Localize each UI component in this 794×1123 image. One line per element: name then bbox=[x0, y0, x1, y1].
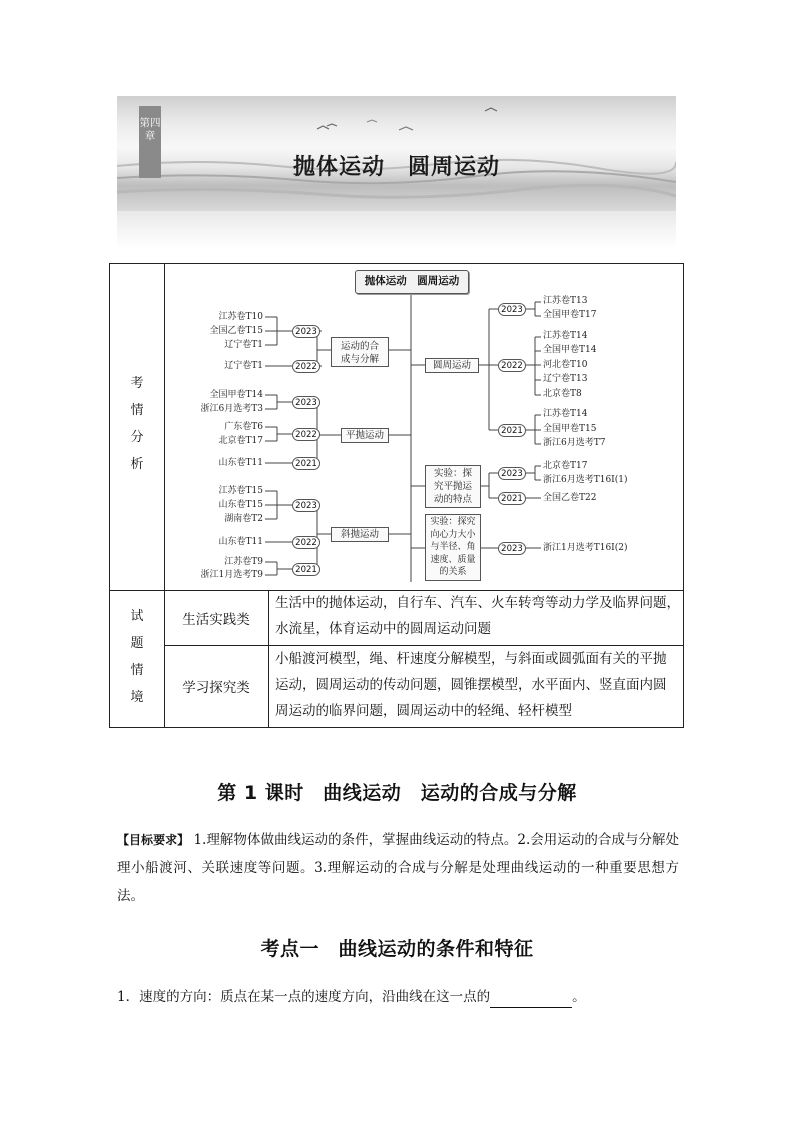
question-1 bbox=[117, 986, 586, 1008]
source-item: 辽宁卷T1 bbox=[224, 361, 263, 371]
source-item: 山东卷T11 bbox=[218, 537, 263, 547]
source-item: 浙江1月选考T16Ⅰ(2) bbox=[543, 543, 628, 553]
year-badge: 2023 bbox=[292, 396, 320, 409]
year-badge: 2021 bbox=[292, 457, 320, 470]
year-badge: 2023 bbox=[292, 499, 320, 512]
topic-oblique-projectile: 斜抛运动 bbox=[331, 527, 389, 542]
category-life-practice: 生活实践类 bbox=[182, 612, 250, 628]
topic-projectile: 平抛运动 bbox=[341, 428, 389, 443]
section-label-context: 试 题 情 境 bbox=[130, 609, 144, 705]
source-item: 浙江6月选考T16Ⅰ(1) bbox=[543, 475, 628, 485]
source-item: 辽宁卷T13 bbox=[543, 374, 588, 384]
source-item: 江苏卷T9 bbox=[224, 557, 263, 567]
year-badge: 2021 bbox=[498, 424, 526, 437]
source-item: 浙江6月选考T3 bbox=[200, 404, 263, 414]
year-badge: 2022 bbox=[292, 360, 320, 373]
category-life-practice-text: 生活中的抛体运动，自行车、汽车、火车转弯等动力学及临界问题， 水流星，体育运动中的圆周运动问题 bbox=[275, 595, 680, 637]
mindmap-root: 抛体运动 圆周运动 bbox=[355, 270, 469, 294]
source-item: 浙江6月选考T7 bbox=[543, 438, 606, 448]
question-1-end: 。 bbox=[572, 989, 586, 1005]
question-1-text: 1．速度的方向：质点在某一点的速度方向，沿曲线在这一点的 bbox=[117, 989, 491, 1005]
year-badge: 2021 bbox=[498, 492, 526, 505]
source-item: 北京卷T17 bbox=[543, 461, 588, 471]
source-item: 江苏卷T10 bbox=[218, 312, 263, 322]
source-item: 全国乙卷T22 bbox=[543, 493, 597, 503]
year-badge: 2022 bbox=[292, 428, 320, 441]
goal-tag: 【目标要求】 bbox=[117, 833, 190, 847]
source-item: 全国甲卷T17 bbox=[543, 310, 597, 320]
section-label-analysis: 考 情 分 析 bbox=[130, 376, 144, 472]
source-item: 江苏卷T15 bbox=[218, 486, 263, 496]
source-item: 浙江1月选考T9 bbox=[200, 570, 263, 580]
source-item: 山东卷T15 bbox=[218, 500, 263, 510]
category-study-explore-text: 小船渡河模型，绳、杆速度分解模型，与斜面或圆弧面有关的平抛 运动，圆周运动的传动问题，圆锥摆模型，水平面内、竖直面内圆 周运动的临界问题，圆周运动中的轻绳、轻杆模型 bbox=[275, 651, 667, 719]
year-badge: 2023 bbox=[498, 467, 526, 480]
source-item: 河北卷T10 bbox=[543, 360, 588, 370]
chapter-title: 抛体运动 圆周运动 bbox=[292, 155, 500, 180]
year-badge: 2023 bbox=[498, 542, 526, 555]
source-item: 山东卷T11 bbox=[218, 458, 263, 468]
topic-experiment-centripetal: 实验：探究 向心力大小 与半径、角 速度、质量 的关系 bbox=[425, 514, 481, 581]
year-badge: 2021 bbox=[292, 563, 320, 576]
source-item: 全国甲卷T14 bbox=[209, 390, 263, 400]
topic-experiment-projectile: 实验：探 究平抛运 动的特点 bbox=[425, 465, 481, 508]
source-item: 湖南卷T2 bbox=[224, 514, 263, 524]
source-item: 全国甲卷T15 bbox=[543, 424, 597, 434]
lesson-title: 第 1 课时 曲线运动 运动的合成与分解 bbox=[217, 782, 577, 804]
source-item: 全国乙卷T15 bbox=[209, 326, 263, 336]
banner-shadow bbox=[117, 211, 676, 249]
source-item: 江苏卷T14 bbox=[543, 331, 588, 341]
knowledge-mindmap bbox=[165, 264, 683, 590]
answer-blank[interactable] bbox=[490, 993, 572, 1008]
keypoint-title: 考点一 曲线运动的条件和特征 bbox=[260, 938, 534, 960]
year-badge: 2023 bbox=[292, 325, 320, 338]
chapter-tag: 第四章 bbox=[139, 106, 161, 178]
bird-icon bbox=[317, 124, 337, 129]
topic-circular-motion: 圆周运动 bbox=[425, 358, 479, 373]
source-item: 江苏卷T13 bbox=[543, 296, 588, 306]
goal-text: 1.理解物体做曲线运动的条件，掌握曲线运动的特点。2.会用运动的合成与分解处理小船渡河、关联速度等问题。3.理解运动的合成与分解是处理曲线运动的一种重要思想方法。 bbox=[117, 832, 679, 904]
source-item: 全国甲卷T14 bbox=[543, 345, 597, 355]
year-badge: 2022 bbox=[292, 536, 320, 549]
source-item: 广东卷T6 bbox=[224, 422, 263, 432]
source-item: 辽宁卷T1 bbox=[224, 340, 263, 350]
learning-goals bbox=[117, 826, 679, 910]
source-item: 北京卷T17 bbox=[218, 436, 263, 446]
year-badge: 2022 bbox=[498, 359, 526, 372]
year-badge: 2023 bbox=[498, 303, 526, 316]
source-item: 北京卷T8 bbox=[543, 389, 582, 399]
topic-composition: 运动的合 成与分解 bbox=[331, 337, 389, 367]
source-item: 江苏卷T14 bbox=[543, 409, 588, 419]
category-study-explore: 学习探究类 bbox=[182, 680, 250, 696]
